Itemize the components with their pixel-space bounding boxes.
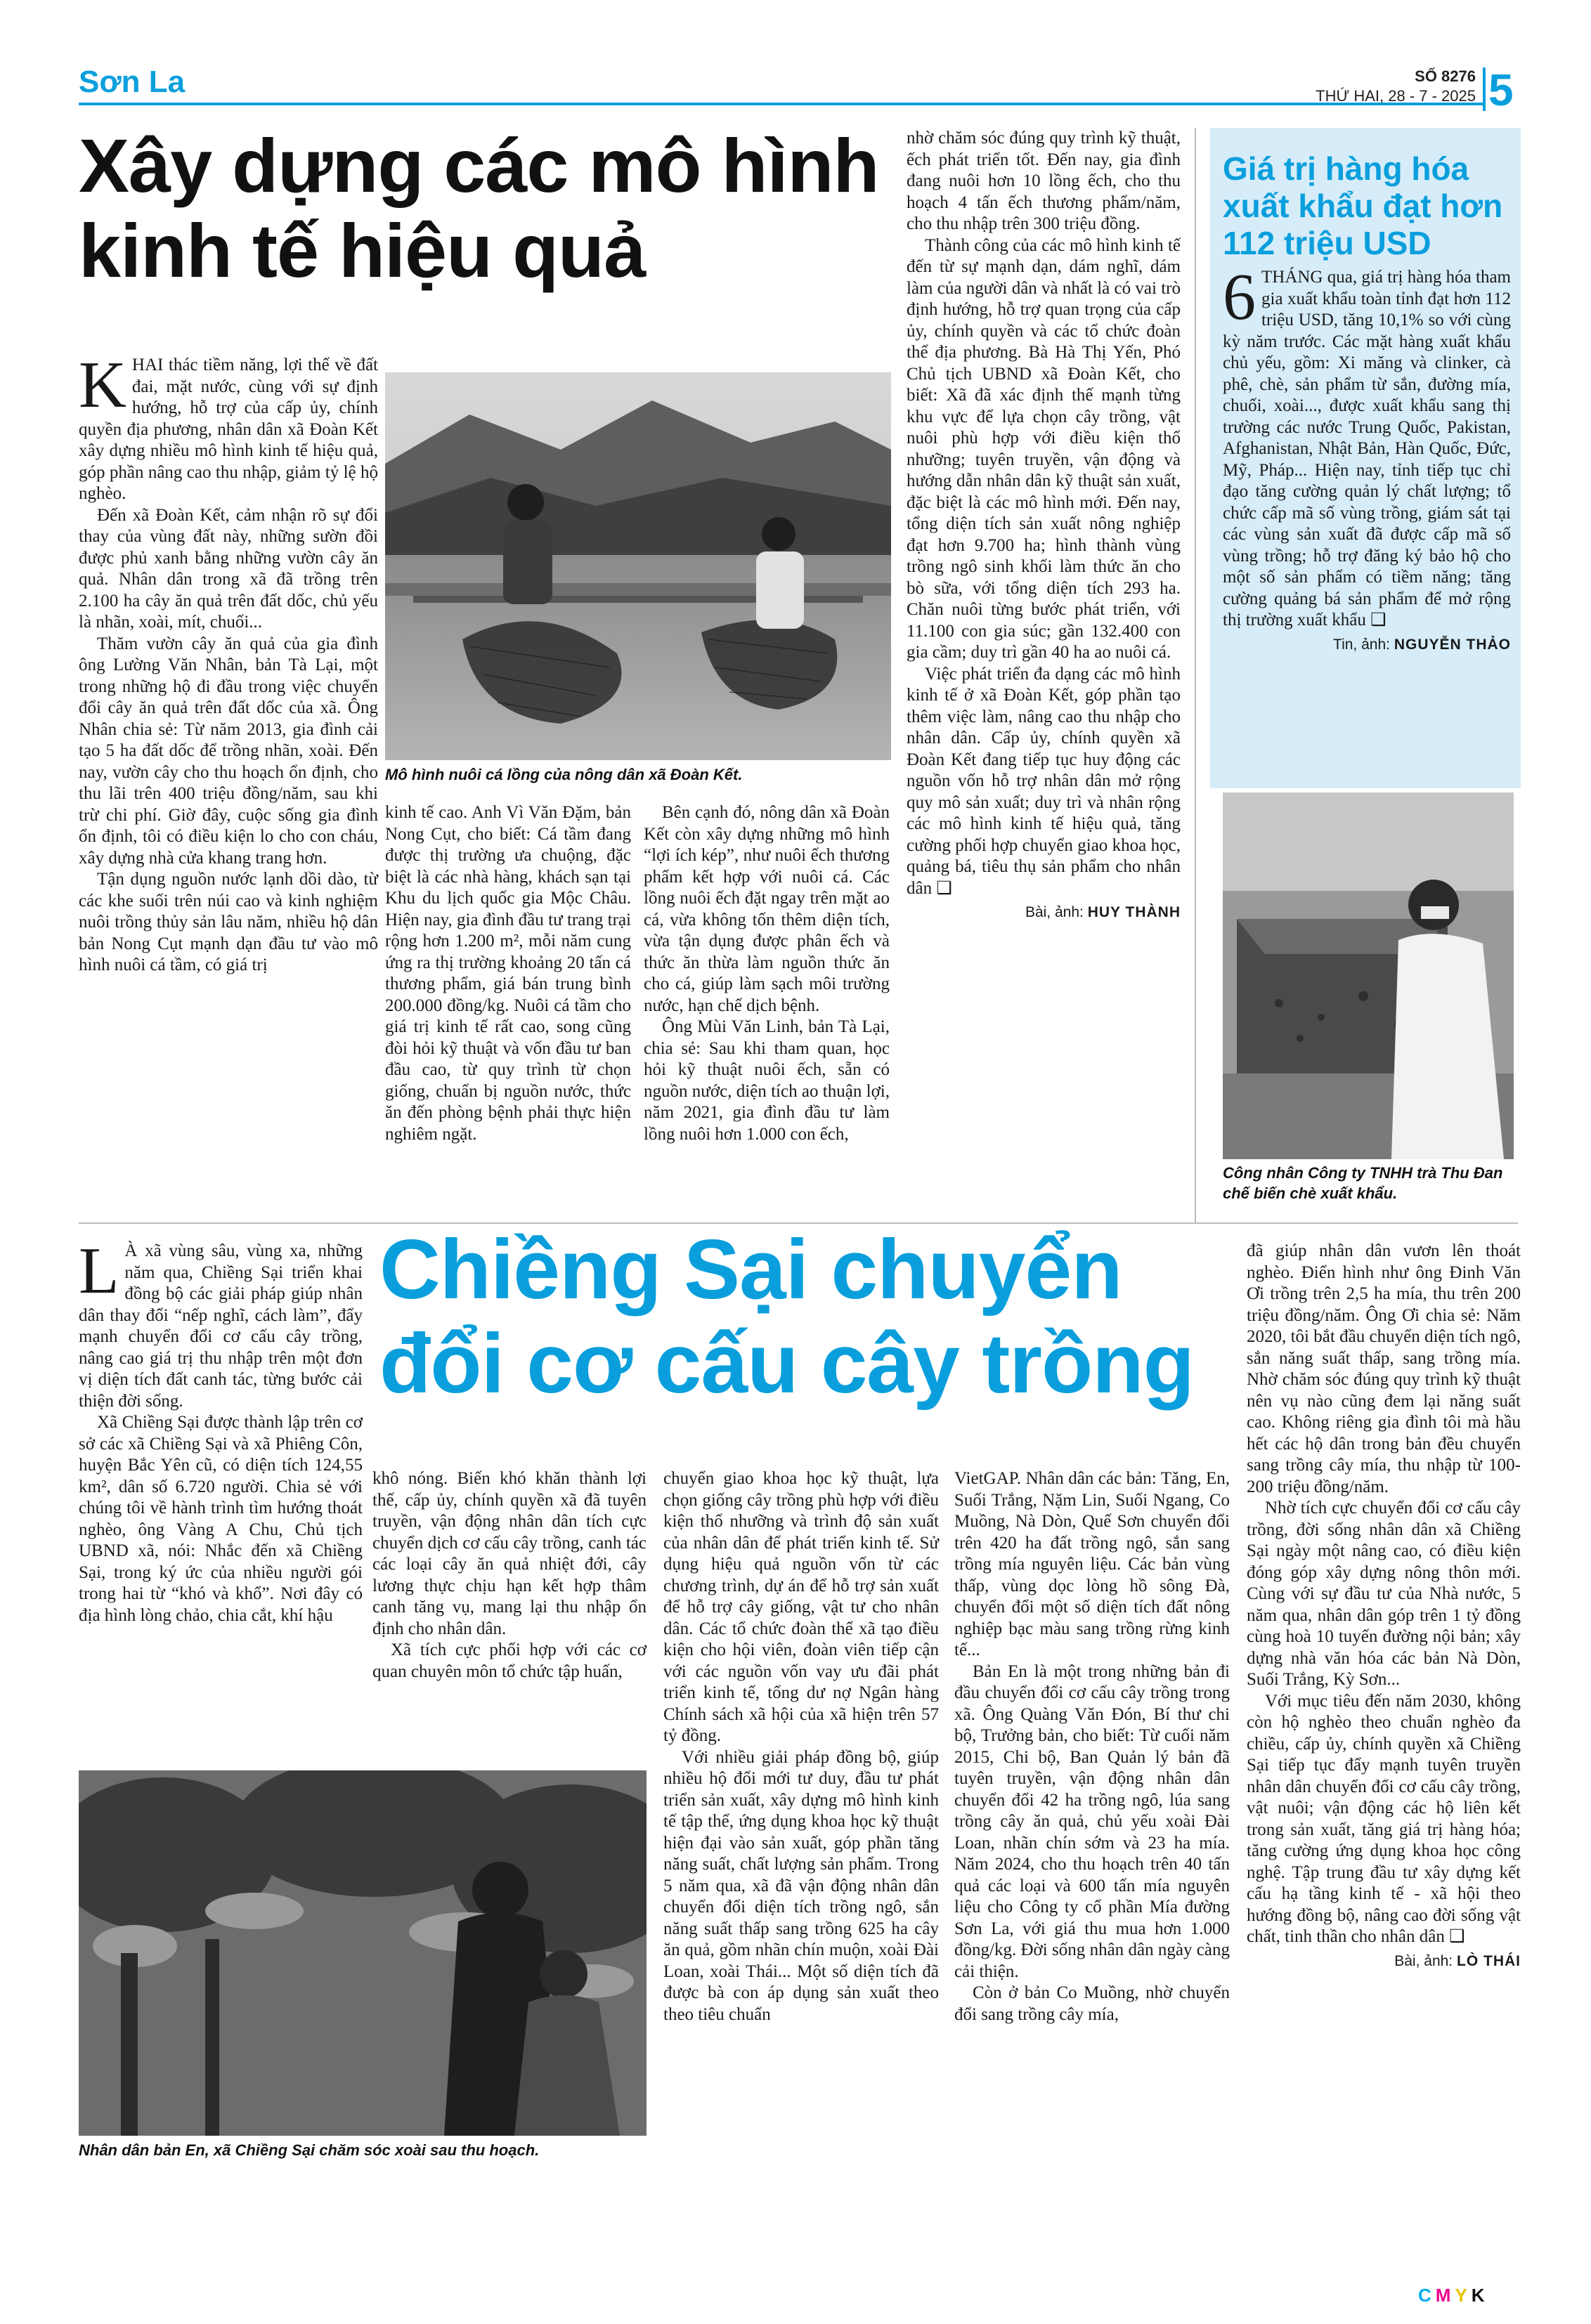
sidebar-body (1223, 261, 1511, 653)
article1-paragraph: Ông Mùi Văn Linh, bản Tà Lại, chia sẻ: Sau khi tham quan, học hỏi kỹ thuật nuôi ếch, sẵn có nguồn nước, diện tích ao thuận lợi, năm 2021, gia đình đầu tư làm lồng nuôi hơn 1.000 con ếch, (644, 1017, 890, 1144)
article1-column-3 (644, 802, 890, 1145)
mango-care-photo (79, 1770, 647, 2136)
article2-paragraph: Xã tích cực phối hợp với các cơ quan chuyên môn tổ chức tập huấn, (372, 1640, 647, 1681)
issue-date: THỨ HAI, 28 - 7 - 2025 (1316, 87, 1476, 105)
article1-column-2 (385, 802, 631, 1145)
article2-paragraph: VietGAP. Nhân dân các bản: Tăng, En, Suối Trắng, Nặm Lin, Suối Ngang, Co Muồng, Nà Dòn, Quế Sơn chuyển đổi trên 420 ha đất trồng ngô, sắn sang trồng mía nguyên liệu. Các bản vùng thấp, vùng dọc lòng hồ sông Đà, chuyển đổi một số diện tích đất nông nghiệp bạc màu sang trồng rừng kinh tế... (954, 1469, 1230, 1659)
article1-paragraph: Tận dụng nguồn nước lạnh dồi dào, từ các khe suối trên núi cao và kinh nghiệm nuôi trồng thủy sản lâu năm, nhiều hộ dân bản Nong Cụt mạnh dạn đầu tư vào mô hình nuôi cá tầm, có giá trị (79, 870, 378, 974)
article1-title: Xây dựng các mô hình kinh tế hiệu quả (79, 123, 879, 293)
article1-dropcap: K (79, 348, 126, 422)
cmyk-y: Y (1455, 2285, 1472, 2306)
article2-column-1 (79, 1234, 363, 1626)
issue-number: SỐ 8276 (1415, 67, 1476, 85)
tea-processing-photo (1223, 792, 1514, 1159)
cmyk-c: C (1418, 2285, 1436, 2306)
article2-paragraph: khô nóng. Biến khó khăn thành lợi thế, cấp ủy, chính quyền xã đã tuyên truyền, vận động nhân dân tích cực chuyển dịch cơ cấu cây trồng, canh tác các loại cây ăn quả nhiệt đới, cây lương thực chịu hạn kết hợp thâm canh tăng vụ, mang lại thu nhập ổn định cho nhân dân. (372, 1469, 647, 1638)
article1-paragraph: nhờ chăm sóc đúng quy trình kỹ thuật, ếch phát triển tốt. Đến nay, gia đình đang nuôi hơn 10 lồng ếch, cho thu hoạch 4 tấn ếch thương phẩm/năm, cho thu nhập trên 300 triệu đồng. (907, 129, 1181, 233)
article2-dropcap: L (79, 1234, 119, 1307)
mango-care-photo-caption: Nhân dân bản En, xã Chiềng Sại chăm sóc xoài sau thu hoạch. (79, 2141, 540, 2159)
article2-credit: Bài, ảnh: LÒ THÁI (1394, 1952, 1521, 1969)
article2-column-3 (663, 1468, 939, 2025)
article2-paragraph: Với mục tiêu đến năm 2030, không còn hộ nghèo theo chuẩn nghèo đa chiều, cấp ủy, chính quyền xã Chiềng Sại tiếp tục đẩy mạnh tuyên truyền nhân dân chuyển đổi cơ cấu cây trồng, vật nuôi; vận động các hộ liên kết trong sản xuất, tăng giá trị hàng hóa; tăng cường ứng dụng khoa học công nghệ. Tập trung đầu tư xây dựng kết cấu hạ tầng kinh tế - xã hội theo hướng đồng bộ, nâng cao đời sống vật chất, tinh thần cho nhân dân ❑ (1247, 1691, 1521, 1946)
article1-credit: Bài, ảnh: HUY THÀNH (1025, 904, 1181, 920)
page-number: 5 (1488, 65, 1514, 115)
fish-cage-illustration (385, 372, 891, 760)
mango-care-illustration (79, 1770, 647, 2136)
cmyk-marks (1418, 2285, 1489, 2306)
article1-paragraph: Thăm vườn cây ăn quả của gia đình ông Lường Văn Nhân, bản Tà Lại, một trong những hộ đi đầu trong việc chuyển đổi cây ăn quả trên đất dốc của xã. Ông Nhân chia sẻ: Từ năm 2013, gia đình cải tạo 5 ha đất dốc để trồng nhãn, xoài. Đến nay, vườn cây cho thu hoạch ổn định, cho thu lãi trên 400 triệu đồng/năm, sau khi trừ chi phí. Giờ đây, cuộc sống gia đình ổn định, tôi có điều kiện lo cho con cháu, xây dựng nhà cửa khang trang hơn. (79, 634, 378, 868)
cmyk-m: M (1435, 2285, 1455, 2306)
article1-paragraph: Thành công của các mô hình kinh tế đến từ sự mạnh dạn, dám nghĩ, dám làm của người dân và nhất là có vai trò định hướng, hỗ trợ quan trọng của cấp ủy, chính quyền và các tổ chức đoàn thể địa phương. Bà Hà Thị Yến, Phó Chủ tịch UBND xã Đoàn Kết, cho biết: Xã đã xác định thế mạnh từng khu vực để lựa chọn cây trồng, vật nuôi phù hợp với điều kiện thổ nhưỡng; tuyên truyền, vận động và hướng dẫn nhân dân kỹ thuật sản xuất, đặc biệt là các mô hình mới. Đến nay, tổng diện tích sản xuất nông nghiệp đạt hơn 9.700 ha; hình thành vùng trồng ngô sinh khối làm thức ăn cho bò sữa, với tổng diện tích 293 ha. Chăn nuôi từng bước phát triển, với 11.100 con gia súc; gần 132.400 con gia cầm; duy trì gần 40 ha ao nuôi cá. (907, 235, 1181, 662)
article2-paragraph: Với nhiều giải pháp đồng bộ, giúp nhiều hộ đổi mới tư duy, đầu tư phát triển sản xuất, xây dựng mô hình kinh tế tập thể, ứng dụng khoa học kỹ thuật hiện đại vào sản xuất, góp phần tăng năng suất, chất lượng sản phẩm. Trong 5 năm qua, xã đã vận động nhân dân chuyển đổi diện tích trồng ngô, sắn năng suất thấp sang trồng 625 ha cây ăn quả, gồm nhãn chín muộn, xoài Đài Loan, xoài Thái... Một số diện tích đã được bà con áp dụng sản xuất theo theo tiêu chuẩn (663, 1747, 939, 2024)
article1-paragraph: Bên cạnh đó, nông dân xã Đoàn Kết còn xây dựng những mô hình “lợi ích kép”, như nuôi ếch thương phẩm kết hợp với nuôi cá. Các lồng nuôi ếch đặt ngay trên mặt ao cá, vừa không tốn thêm diện tích, vừa tận dụng được phân ếch và thức ăn thừa làm nguồn thức ăn cho cá, giúp làm sạch môi trường nước, hạn chế dịch bệnh. (644, 803, 890, 1015)
article2-column-2 (372, 1468, 647, 1683)
article2-paragraph: đã giúp nhân dân vươn lên thoát nghèo. Điển hình như ông Đinh Văn Ơi trồng trên 2,5 ha mía, thu trên 200 triệu đồng/năm. Ông Ơi chia sẻ: Năm 2020, tôi bắt đầu chuyển diện tích ngô, sắn năng suất thấp, sang trồng mía. Nhờ chăm sóc đúng quy trình kỹ thuật nên vụ nào cũng đem lại năng suất cao. Không riêng gia đình tôi mà hầu hết các hộ dân trong bản đều chuyển sang trồng cây mía, thu nhập từ 100-200 triệu đồng/năm. (1247, 1241, 1521, 1496)
article2-title: Chiềng Sại chuyển đổi cơ cấu cây trồng (379, 1222, 1194, 1411)
fish-cage-photo (385, 372, 891, 760)
sidebar-dropcap: 6 (1223, 261, 1256, 334)
article2-paragraph: Nhờ tích cực chuyển đổi cơ cấu cây trồng, đời sống nhân dân xã Chiềng Sại ngày một nâng cao, có điều kiện đóng góp xây dựng nông thôn mới. Cùng với sự đầu tư của Nhà nước, 5 năm qua, nhân dân góp trên 1 tỷ đồng cùng hoà 10 tuyến đường nội bản; xây dựng nhà văn hóa các bản Nà Dòn, Suối Trắng, Kỳ Sơn... (1247, 1499, 1521, 1689)
cmyk-k: K (1471, 2285, 1489, 2306)
article2-paragraph: Xã Chiềng Sại được thành lập trên cơ sở các xã Chiềng Sại và xã Phiêng Côn, huyện Bắc Yên cũ, có diện tích 124,55 km², dân số 6.720 người. Chia sẻ với chúng tôi về hành trình tìm hướng thoát nghèo, ông Vàng A Chu, Chủ tịch UBND xã, nói: Nhắc đến xã Chiềng Sại, trong ký ức của nhiều người gói trong hai từ “khó và khổ”. Nơi đây có địa hình lòng chảo, chia cắt, khí hậu (79, 1413, 363, 1625)
article2-column-5 (1247, 1241, 1521, 1970)
tea-processing-photo-caption: Công nhân Công ty TNHH trà Thu Đan chế biến chè xuất khẩu. (1223, 1164, 1503, 1202)
article2-paragraph: chuyển giao khoa học kỹ thuật, lựa chọn giống cây trồng phù hợp với điều kiện thổ nhưỡng và trình độ sản xuất của nhân dân để phát triển kinh tế. Sử dụng hiệu quả nguồn vốn từ các chương trình, dự án để hỗ trợ sản xuất để hỗ trợ cây giống, vật tư cho nhân dân. Các tổ chức đoàn thể xã tạo điều kiện cho hội viên, đoàn viên tiếp cận với các nguồn vốn vay ưu đãi phát triển kinh tế, tổng dư nợ Ngân hàng Chính sách xã hội của xã hiện trên 57 tỷ đồng. (663, 1469, 939, 1745)
article1-column-4 (907, 128, 1181, 922)
article2-paragraph: Bản En là một trong những bản đi đầu chuyển đổi cơ cấu cây trồng trong xã. Ông Quàng Văn Đón, Bí thư chi bộ, Trưởng bản, cho biết: Từ cuối năm 2015, Chi bộ, Ban Quản lý bản đã tuyên truyền, vận động nhân dân chuyển đổi 42 ha trồng ngô, lúa sang trồng cây ăn quả, chủ yếu xoài Đài Loan, nhãn chín sớm và 23 ha mía. Năm 2024, cho thu hoạch trên 40 tấn quả các loại và 600 tấn mía nguyên liệu cho Công ty cổ phần Mía đường Sơn La, với giá thu mua hơn 1.000 đồng/kg. Đời sống nhân dân ngày càng cải thiện. (954, 1662, 1230, 1981)
header-rule (79, 103, 1484, 105)
sidebar-credit: Tin, ảnh: NGUYỄN THẢO (1333, 636, 1511, 653)
article1-column-1 (79, 348, 378, 977)
section-name: Sơn La (79, 65, 186, 99)
column-divider (1195, 128, 1196, 1224)
page-number-divider (1483, 67, 1486, 111)
article1-paragraph: kinh tế cao. Anh Vì Văn Đặm, bản Nong Cụt, cho biết: Cá tầm đang được thị trường ưa chuộng, đặc biệt là các nhà hàng, khách sạn tại Khu du lịch quốc gia Mộc Châu. Hiện nay, gia đình đầu tư trang trại rộng hơn 1.200 m², mỗi năm cung ứng ra thị trường khoảng 20 tấn cá thương phẩm, giá bán trung bình 200.000 đồng/kg. Nuôi cá tầm cho giá trị kinh tế rất cao, song cũng đòi hỏi kỹ thuật và vốn đầu tư ban đầu cao, từ quy trình từ chọn giống, chuẩn bị nguồn nước, thức ăn đến phòng bệnh phải thực hiện nghiêm ngặt. (385, 803, 631, 1144)
sidebar-title: Giá trị hàng hóa xuất khẩu đạt hơn 112 triệu USD (1223, 150, 1503, 261)
fish-cage-photo-caption: Mô hình nuôi cá lồng của nông dân xã Đoàn Kết. (385, 766, 743, 783)
tea-processing-illustration (1223, 792, 1514, 1159)
article1-paragraph: HAI thác tiềm năng, lợi thế về đất đai, mặt nước, cùng với sự định hướng, hỗ trợ của cấp ủy, chính quyền địa phương, nhân dân xã Đoàn Kết xây dựng nhiều mô hình kinh tế hiệu quả, góp phần nâng cao thu nhập, giảm tỷ lệ hộ nghèo. (79, 355, 378, 503)
article2-column-4 (954, 1468, 1230, 2025)
article2-paragraph: À xã vùng sâu, vùng xa, những năm qua, Chiềng Sại triển khai đồng bộ các giải pháp giúp nhân dân thay đổi “nếp nghĩ, cách làm”, đẩy mạnh chuyển đổi cơ cấu cây trồng, nâng cao giá trị thu nhập trên một đơn vị diện tích đất canh tác, từng bước cải thiện đời sống. (79, 1241, 363, 1411)
article1-paragraph: Việc phát triển đa dạng các mô hình kinh tế ở xã Đoàn Kết, góp phần tạo thêm việc làm, nâng cao thu nhập cho nhân dân. Cấp ủy, chính quyền xã Đoàn Kết đang tiếp tục huy động các nguồn vốn hỗ trợ nhân dân mở rộng quy mô sản xuất; duy trì và nhân rộng các mô hình kinh tế hiệu quả, tăng cường phối hợp chuyển giao khoa học, quảng bá, tiêu thụ sản phẩm cho nhân dân ❑ (907, 664, 1181, 898)
article1-paragraph: Đến xã Đoàn Kết, cảm nhận rõ sự đổi thay của vùng đất này, những sườn đồi được phủ xanh bằng những vườn cây ăn quả. Nhân dân trong xã đã trồng trên 2.100 ha cây ăn quả trên đất dốc, chủ yếu là nhãn, xoài, mít, chuối... (79, 505, 378, 632)
sidebar-paragraph: THÁNG qua, giá trị hàng hóa tham gia xuất khẩu toàn tỉnh đạt hơn 112 triệu USD, tăng 10,1% so với cùng kỳ năm trước. Các mặt hàng xuất khẩu chủ yếu, gồm: Xi măng và clinker, cà phê, chè, sản phẩm từ sắn, đường mía, chuối, xoài..., được xuất khẩu sang thị trường các nước Trung Quốc, Pakistan, Afghanistan, Nhật Bản, Hàn Quốc, Đức, Mỹ, Pháp... Hiện nay, tỉnh tiếp tục chỉ đạo tăng cường quản lý chất lượng; tổ chức cấp mã số vùng trồng, giám sát tại các vùng sản xuất đã được cấp mã số vùng trồng; hỗ trợ đăng ký bảo hộ cho một số sản phẩm có tiềm năng; tăng cường quảng bá sản phẩm để mở rộng thị trường xuất khẩu ❑ (1223, 268, 1511, 629)
article2-paragraph: Còn ở bản Co Muồng, nhờ chuyển đổi sang trồng cây mía, (954, 1983, 1230, 2024)
